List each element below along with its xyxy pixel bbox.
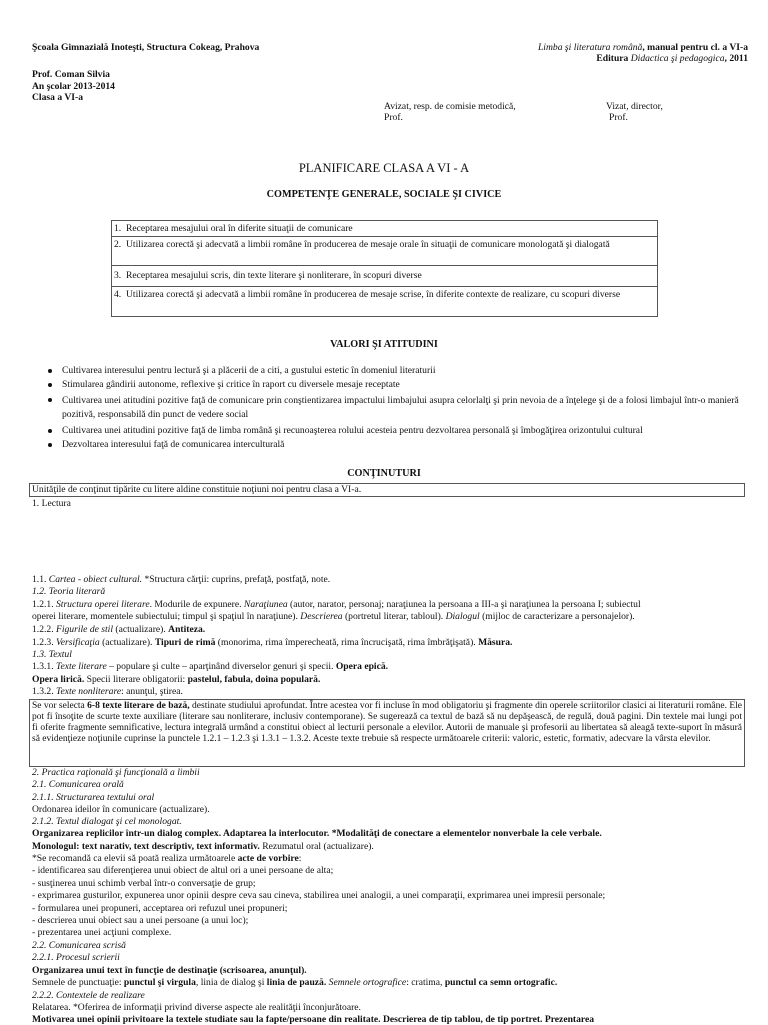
line-text: : anunţul, ştirea.: [121, 686, 183, 697]
line-text: . Modurile de expunere.: [149, 599, 244, 610]
content-line: 2.2.1. Procesul scrierii: [32, 952, 120, 963]
content-line: Ordonarea ideilor în comunicare (actualizare).: [32, 804, 210, 815]
line-text: (autor, narator, personaj; naraţiunea la persoana a III-a şi naraţiunea la persoana I; subiectul: [287, 599, 641, 610]
publisher-line: [440, 53, 748, 64]
line-bold: Opera lirică.: [32, 674, 85, 685]
item-number: 4.: [114, 289, 122, 300]
item-number: 3.: [114, 270, 122, 281]
list-item: [48, 365, 748, 376]
line-text: – populare şi culte – aparţinând diverselor genuri şi specii.: [106, 661, 336, 672]
content-line: 2.2.2. Contextele de realizare: [32, 990, 145, 1001]
line-text: operei literare, momentele subiectului; timpul şi spaţiul în naraţiune).: [32, 611, 301, 622]
list-item-text: Dezvoltarea interesului faţă de comunicarea interculturală: [62, 438, 285, 450]
content-line: [32, 661, 744, 672]
bullet-icon: [48, 369, 52, 373]
line-bold: Monologul: text narativ, text descriptiv, text informativ.: [32, 841, 260, 852]
vizat-block: [606, 101, 663, 124]
line-num: 1.3.2.: [32, 686, 56, 697]
content-line: Motivarea unei opinii privitoare la textele studiate sau la fapte/persoane din realitate. Descrierea de tip tablou, de tip portret. Prezentarea: [32, 1014, 595, 1025]
line-bold: linia de pauză.: [266, 977, 327, 988]
content-line: [32, 674, 744, 685]
list-item-text: Stimularea gândirii autonome, reflexive şi critice în raport cu diversele mesaje receptate: [62, 379, 400, 391]
line-text: , linia de dialog şi: [195, 977, 267, 988]
line-text: Specii literare obligatorii:: [84, 674, 188, 685]
line-text: (actualizare).: [99, 637, 155, 648]
content-line: Relatarea. *Oferirea de informaţii privind diverse aspecte ale realităţii înconjurătoare.: [32, 1002, 361, 1013]
list-item-text: Cultivarea unei atitudini pozitive faţă de limba română şi recunoaşterea rolului acesteia pentru dezvoltarea personală şi îmbogăţirea orizontului cultural: [62, 424, 643, 436]
item-text: Utilizarea corectă şi adecvată a limbii române în producerea de mesaje scrise, în diferite contexte de realizare, cu scopuri diverse: [126, 289, 621, 300]
list-item: - susţinerea unui schimb verbal într-o conversaţie de grup;: [32, 878, 256, 889]
selection-box: [29, 699, 745, 767]
content-line: 1.3. Textul: [32, 649, 72, 660]
teacher-name: Prof. Coman Silvia: [32, 69, 110, 81]
line-text: : cratima,: [406, 977, 445, 988]
list-item: [112, 266, 657, 287]
line-text: *Structura cărţii: cuprins, prefaţă, postfaţă, note.: [144, 574, 331, 585]
manual-line: [440, 42, 748, 53]
content-line: 1.2. Teoria literară: [32, 586, 106, 597]
content-line: [32, 686, 744, 697]
item-text: Receptarea mesajului oral în diferite situaţii de comunicare: [126, 223, 353, 234]
content-line: 2. Practica raţională şi funcţională a limbii: [32, 767, 200, 778]
publisher-year: , 2011: [724, 53, 748, 65]
content-line: 2.1.1. Structurarea textului oral: [32, 792, 155, 803]
line-text: (actualizare).: [113, 624, 169, 635]
line-topic: Descrierea: [300, 611, 343, 622]
avizat-label: Avizat, resp. de comisie metodică,: [384, 101, 516, 112]
line-text: (monorima, rima împerecheată, rima încrucişată, rima îmbrăţişată).: [215, 637, 479, 648]
line-topic: Structura operei literare: [55, 599, 150, 610]
class-name: Clasa a VI-a: [32, 91, 83, 103]
list-item-text: Cultivarea unei atitudini pozitive faţă de comunicare prin conştientizarea impactului limbajului asupra celorlalţi şi prin nevoia de a înţelege şi de a folosi limbajul într-o manieră pozitivă, responsabilă din punct de vedere social: [62, 394, 739, 420]
line-num: 1.1.: [32, 574, 49, 585]
vizat-prof: Prof.: [609, 112, 628, 124]
content-line: 2.1.2. Textul dialogat şi cel monologat.: [32, 816, 182, 827]
line-topic: Naraţiunea: [243, 599, 288, 610]
approval-block: [384, 101, 754, 124]
list-item: [48, 425, 748, 436]
bullet-icon: [48, 443, 52, 447]
line-bold: Antiteza.: [168, 624, 206, 635]
manual: , manual pentru cl. a VI-a: [642, 42, 748, 53]
list-item: [112, 287, 657, 315]
line-topic: Semnele ortografice: [326, 977, 407, 988]
avizat-prof: Prof.: [384, 112, 403, 124]
header-left: [32, 42, 452, 103]
line-num: 1.2.3.: [32, 637, 56, 648]
box-lead: Se vor selecta: [32, 701, 88, 711]
note-box: [29, 483, 745, 497]
line-topic: Texte nonliterare: [55, 686, 122, 697]
line-topic: Dialogul: [445, 611, 480, 622]
content-line: [32, 841, 744, 852]
valori-list: [48, 365, 748, 450]
line-text: Rezumatul oral (actualizare).: [259, 841, 374, 852]
item-number: 2.: [114, 239, 122, 250]
list-item: - exprimarea gusturilor, expunerea unor opinii despre ceva sau cineva, stabilirea unei analogii, a unei comparaţii, exprimarea unei impresii personale;: [32, 890, 606, 901]
content-line: [32, 637, 744, 648]
bullet-icon: [48, 398, 52, 402]
line-topic: Texte literare: [55, 661, 107, 672]
line-bold: Opera epică.: [335, 661, 389, 672]
vizat-label: Vizat, director,: [606, 101, 663, 112]
line-text: *Se recomandă ca elevii să poată realiza următoarele: [32, 853, 238, 864]
list-item-text: Cultivarea interesului pentru lectură şi a plăcerii de a citi, a gustului estetic în domeniul literaturii: [62, 365, 436, 376]
line-text: (mijloc de caracterizare a personajelor).: [479, 611, 635, 622]
subject: Limba şi literatura română: [537, 42, 643, 53]
box-bold: 6-8 texte literare de bază,: [87, 701, 190, 711]
line-topic: Versificaţia: [55, 637, 100, 648]
line-text: :: [298, 853, 302, 864]
list-item: [48, 439, 748, 450]
line-bold: Tipuri de rimă: [154, 637, 216, 648]
content-line: [32, 853, 744, 864]
content-line: Organizarea unui text în funcţie de destinaţie (scrisoarea, anunţul).: [32, 965, 307, 976]
content-line: [32, 977, 744, 988]
content-line: [32, 611, 744, 622]
bullet-icon: [48, 429, 52, 433]
list-item: - identificarea sau diferenţierea unui obiect de altul ori a unei persoane de alta;: [32, 865, 334, 876]
competente-heading: COMPETENŢE GENERALE, SOCIALE ŞI CIVICE: [266, 189, 502, 200]
line-bold: Măsura.: [478, 637, 513, 648]
line-num: 1.3.1.: [32, 661, 56, 672]
line-text: Semnele de punctuaţie:: [32, 977, 124, 988]
item-number: 1.: [114, 223, 122, 234]
selection-text: [30, 700, 744, 745]
section-lectura: [32, 498, 744, 509]
school-year: An şcolar 2013-2014: [32, 80, 115, 92]
line-num: 1.2.2.: [32, 624, 56, 635]
line-text: (portretul literar, tabloul).: [342, 611, 446, 622]
list-item: [112, 221, 657, 237]
content-line: 2.2. Comunicarea scrisă: [32, 940, 126, 951]
item-text: Utilizarea corectă şi adecvată a limbii române în producerea de mesaje orale în situaţii de comunicare monologată şi dialogată: [126, 239, 610, 250]
list-item: [48, 379, 748, 390]
line-bold: pastelul, fabula, doina populară.: [187, 674, 321, 685]
line-topic: Figurile de stil: [55, 624, 114, 635]
content-line: [32, 624, 744, 635]
content-line: 2.1. Comunicarea orală: [32, 779, 124, 790]
line-topic: Cartea - obiect cultural.: [48, 574, 145, 585]
page-title: PLANIFICARE CLASA A VI - A: [298, 161, 470, 175]
list-item: [48, 394, 748, 422]
line-bold: punctul ca semn ortografic.: [444, 977, 558, 988]
item-text: Receptarea mesajului scris, din texte literare şi nonliterare, în scopuri diverse: [126, 270, 422, 281]
list-item: - formularea unei propuneri, acceptarea ori refuzul unei propuneri;: [32, 903, 288, 914]
lectura-label: 1. Lectura: [32, 498, 71, 509]
content-line: [32, 599, 744, 610]
bullet-icon: [48, 383, 52, 387]
continuturi-heading: CONŢINUTURI: [347, 468, 421, 479]
line-bold: acte de vorbire: [237, 853, 299, 864]
publisher: Didactica şi pedagogica: [628, 53, 725, 65]
list-item: - prezentarea unei acţiuni complexe.: [32, 927, 172, 938]
competente-list: [111, 220, 658, 317]
publisher-label: Editura: [596, 53, 629, 65]
content-line: Organizarea replicilor într-un dialog complex. Adaptarea la interlocutor. *Modalităţi de conectare a elementelor nonverbale la cele verbale.: [32, 828, 602, 839]
list-item: - descrierea unui obiect sau a unei persoane (a unui loc);: [32, 915, 249, 926]
list-item: [112, 237, 657, 266]
note-text: Unităţile de conţinut tipărite cu litere aldine constituie noţiuni noi pentru clasa a VI-a.: [32, 484, 362, 495]
content-line: [32, 574, 744, 585]
valori-heading: VALORI ŞI ATITUDINI: [330, 339, 438, 350]
box-body: destinate studiului aprofundat. Între acestea vor fi incluse în mod obligatoriu şi fragmente din operele scriitorilor clasici ai literaturii române. Ele pot fi însoţite de scurte texte auxiliare (literare sau nonliterare, inclusiv contemporane). Se sugerează ca textul de bază să nu depăşească, de regulă, două pagini. Din textele mai lungi pot fi oferite fragmente semnificative, lectura integrală urmând a constitui obiect al lecturii personale a elevilor. Autorii de manuale şi profesorii au libertatea să aleagă texte-suport în măsură să evidenţieze noţiunile cuprinse la punctele 1.2.1 – 1.2.3 şi 1.3.1 – 1.3.2. Aceste texte trebuie să respecte următoarele criterii: valoric, estetic, formativ, adecvare la vârsta elevilor.: [32, 701, 743, 744]
line-bold: punctul şi virgula: [123, 977, 196, 988]
school-name: Şcoala Gimnazială Inoteşti, Structura Cokeag, Prahova: [32, 42, 260, 53]
line-num: 1.2.1.: [32, 599, 56, 610]
header-right: [440, 42, 748, 65]
